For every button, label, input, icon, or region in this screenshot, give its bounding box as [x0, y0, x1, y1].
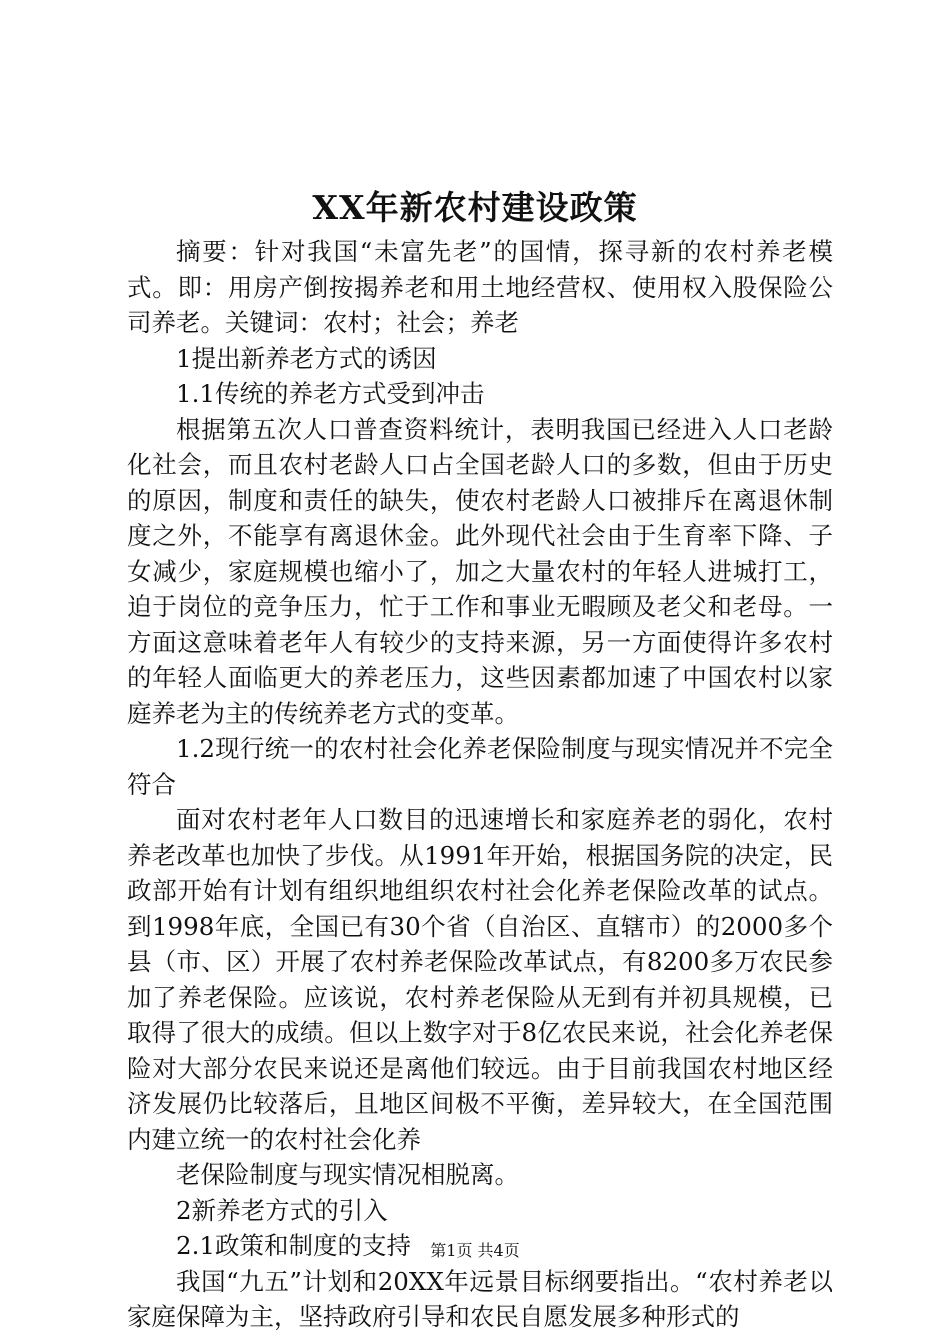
paragraph-1-2-continued: 老保险制度与现实情况相脱离。 — [176, 1160, 519, 1189]
paragraph-1-1: 根据第五次人口普查资料统计，表明我国已经进入人口老龄化社会，而且农村老龄人口占全国老龄人口的多数，但由于历史的原因，制度和责任的缺失，使农村老龄人口被排斥在离退休制度之外，不能享有离退休金。此外现代社会由于生育率下降、子女减少，家庭规模也缩小了，加之大量农村的年轻人进城打工，迫于岗位的竞争压力，忙于工作和事业无暇顾及老父和老母。一方面这意味着老年人有较少的支持来源，另一方面使得许多农村的年轻人面临更大的养老压力，这些因素都加速了中国农村以家庭养老为主的传统养老方式的变革。 — [127, 414, 833, 728]
page-footer: 第1页 共4页 — [430, 1241, 520, 1260]
heading-section-1: 1提出新养老方式的诱因 — [176, 343, 437, 373]
paragraph-2-1: 我国“九五”计划和20XX年远景目标纲要指出。“农村养老以家庭保障为主，坚持政府引导和农民自愿发展多种形式的 — [127, 1266, 833, 1331]
heading-section-2: 2新养老方式的引入 — [176, 1195, 388, 1225]
paragraph-abstract: 摘要：针对我国“未富先老”的国情，探寻新的农村养老模式。即：用房产倒按揭养老和用土地经营权、使用权入股保险公司养老。关键词：农村；社会；养老 — [127, 237, 833, 337]
document-body — [127, 234, 833, 1335]
heading-section-1-1: 1.1传统的养老方式受到冲击 — [176, 379, 485, 408]
heading-section-1-2: 1.2现行统一的农村社会化养老保险制度与现实情况并不完全符合 — [127, 734, 833, 799]
paragraph-1-2: 面对农村老年人口数目的迅速增长和家庭养老的弱化，农村养老改革也加快了步伐。从1991年开始，根据国务院的决定，民政部开始有计划有组织地组织农村社会化养老保险改革的试点。到1998年底，全国已有30个省（自治区、直辖市）的2000多个县（市、区）开展了农村养老保险改革试点，有8200多万农民参加了养老保险。应该说，农村养老保险从无到有并初具规模，已取得了很大的成绩。但以上数字对于8亿农民来说，社会化养老保险对大部分农民来说还是离他们较远。由于目前我国农村地区经济发展仍比较落后，且地区间极不平衡，差异较大，在全国范围内建立统一的农村社会化养 — [127, 805, 833, 1154]
document-title: XX年新农村建设政策 — [312, 188, 638, 227]
heading-section-2-1: 2.1政策和制度的支持 — [176, 1231, 411, 1260]
